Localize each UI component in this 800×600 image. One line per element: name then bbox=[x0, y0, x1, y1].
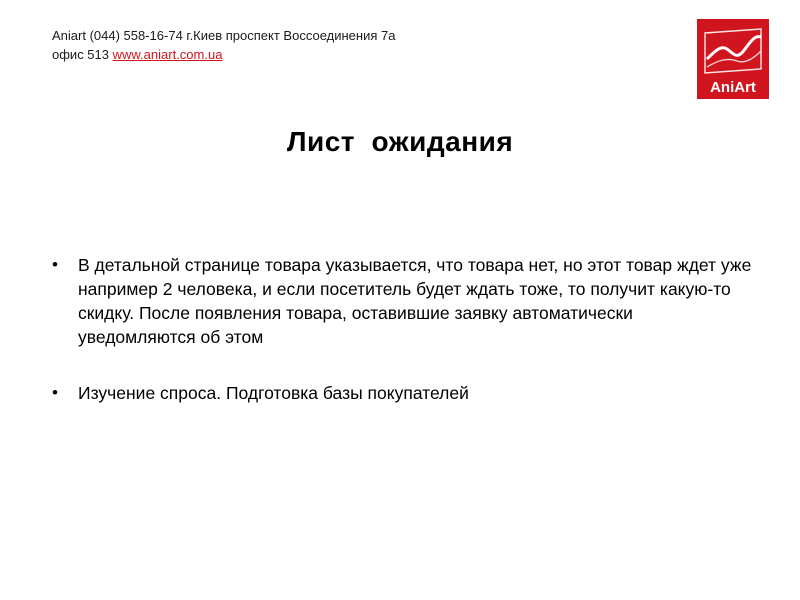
list-item bbox=[52, 253, 752, 349]
list-item bbox=[52, 381, 752, 405]
logo-text: AniArt bbox=[710, 79, 756, 96]
list-item-text: Изучение спроса. Подготовка базы покупателей bbox=[78, 383, 469, 403]
aniart-logo bbox=[697, 19, 769, 99]
contact-header bbox=[52, 26, 612, 64]
contact-line-2 bbox=[52, 45, 612, 64]
website-link[interactable]: www.aniart.com.ua bbox=[112, 47, 223, 62]
office-label: офис 513 bbox=[52, 47, 113, 62]
bullet-list bbox=[52, 253, 752, 437]
bullet-icon: • bbox=[52, 383, 58, 402]
contact-line-1: Aniart (044) 558-16-74 г.Киев проспект Воссоединения 7а bbox=[52, 28, 396, 43]
bullet-icon: • bbox=[52, 255, 58, 274]
list-item-text: В детальной странице товара указывается, что товара нет, но этот товар ждет уже например 2 человека, и если посетитель будет ждать тоже, то получит какую-то скидку. После появления товара, оставившие заявку автоматически уведомляются об этом bbox=[78, 255, 752, 347]
page-title: Лист ожидания bbox=[286, 126, 514, 157]
